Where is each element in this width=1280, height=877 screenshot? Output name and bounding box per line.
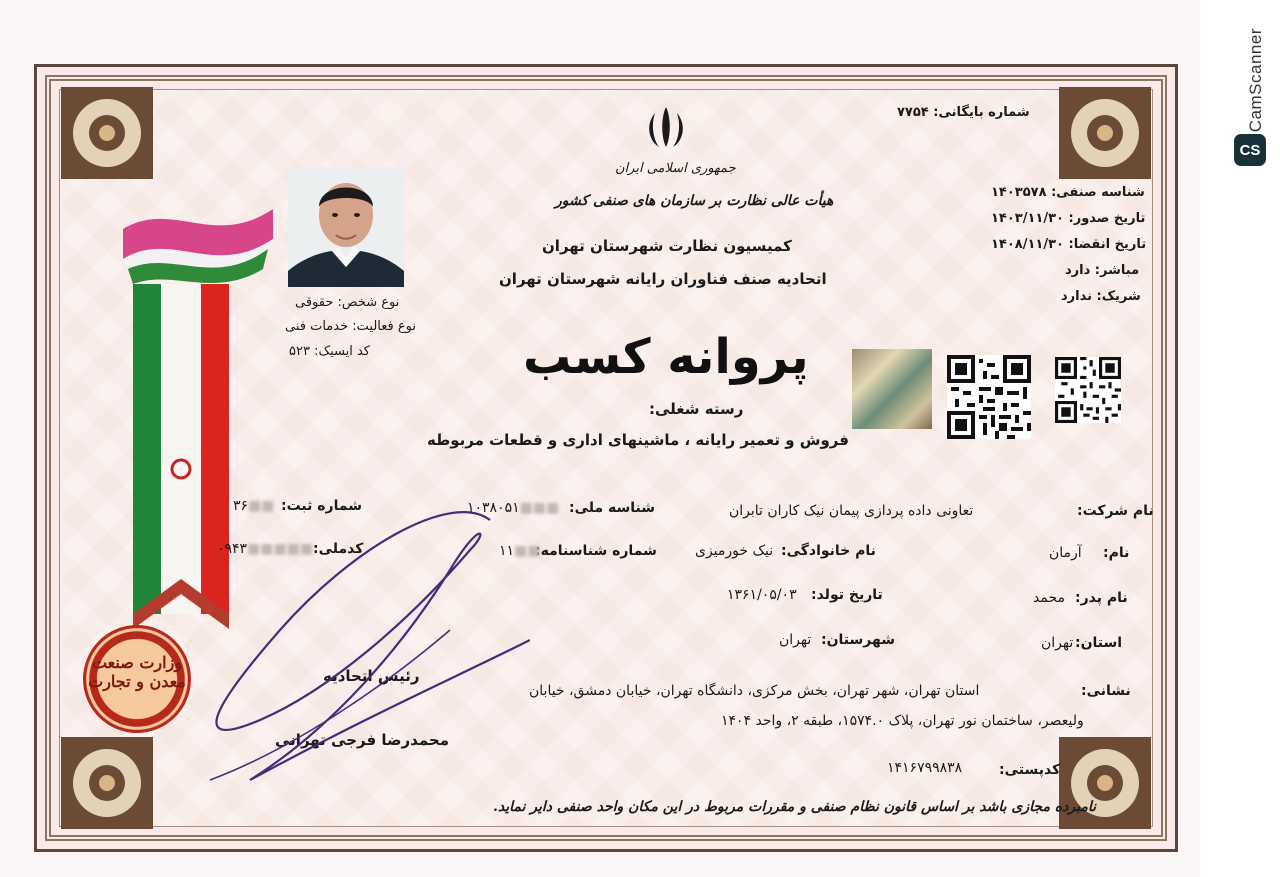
father-name-value: محمد (1033, 590, 1065, 606)
union-label: اتحادیه صنف فناوران رایانه شهرستان تهران (499, 270, 827, 288)
city-label: شهرستان: (821, 632, 896, 648)
activity-type: نوع فعالیت: خدمات فنی (285, 319, 416, 334)
national-id-value: ■■■۱۰۳۸۰۵۱ (467, 500, 560, 516)
city-value: تهران (779, 632, 812, 648)
business-category-value: فروش و تعمیر رایانه ، ماشینهای اداری و قطعات مربوطه (427, 431, 849, 449)
qr-code-icon[interactable] (1055, 357, 1121, 423)
company-label: نام شرکت: (1077, 503, 1154, 519)
father-name-label: نام پدر: (1075, 590, 1128, 606)
signatory-name: محمدرضا فرجی تهرانی (275, 731, 449, 749)
republic-label: جمهوری اسلامی ایران (615, 161, 736, 176)
person-icon (288, 167, 404, 287)
guild-id: شناسه صنفی: ۱۴۰۳۵۷۸ (991, 185, 1145, 200)
license-title: پروانه کسب (523, 329, 809, 385)
corner-ornament-icon (61, 737, 153, 829)
birth-date-label: تاریخ تولد: (811, 587, 883, 603)
expiry-date: تاریخ انقضا: ۱۴۰۸/۱۱/۳۰ (991, 237, 1147, 252)
id-number-label: شماره شناسنامه: (535, 543, 657, 559)
license-certificate (34, 64, 1178, 852)
flag-ribbon-icon (83, 139, 283, 639)
postal-code-label: کدپستی: (999, 762, 1061, 778)
issue-date: تاریخ صدور: ۱۴۰۳/۱۱/۳۰ (991, 211, 1146, 226)
scanner-margin (1200, 0, 1280, 877)
first-name-value: آرمان (1049, 545, 1082, 561)
scanner-brand: CamScanner (1246, 28, 1265, 133)
direct-status: مباشر: دارد (1065, 263, 1140, 278)
iran-emblem-icon (641, 103, 691, 153)
signatory-title: رئیس اتحادیه (323, 667, 420, 685)
business-category-label: رسته شغلی: (649, 400, 744, 418)
province-label: استان: (1075, 635, 1123, 651)
address-line-1: استان تهران، شهر تهران، بخش مرکزی، دانشگاه تهران، خیابان دمشق، خیابان (529, 683, 980, 699)
national-code-label: کدملی: (313, 541, 364, 557)
province-value: تهران (1041, 635, 1074, 651)
ministry-seal: وزارت صنعت معدن و تجارت (83, 625, 191, 733)
postal-code-value: ۱۴۱۶۷۹۹۸۳۸ (887, 760, 963, 776)
corner-ornament-icon (1059, 737, 1151, 829)
national-code-value: ■■■■■۰۹۴۳ (217, 541, 314, 557)
archive-number: شماره بایگانی: ۷۷۵۴ (897, 105, 1030, 120)
address-label: نشانی: (1081, 683, 1131, 699)
national-id-label: شناسه ملی: (569, 500, 656, 516)
footer-note: نامبرده مجازی باشد بر اساس قانون نظام صنفی و مقررات مربوط در این مکان واحد صنفی دایر نماید. (493, 799, 1096, 815)
last-name-value: نیک خورمیزی (695, 543, 774, 559)
registration-label: شماره ثبت: (281, 498, 362, 514)
company-name: تعاونی داده پردازی پیمان نیک کاران تابران (729, 503, 974, 519)
first-name-label: نام: (1103, 545, 1130, 561)
address-line-2: ولیعصر، ساختمان نور تهران، پلاک ۱۵۷۴.۰، طبقه ۲، واحد ۱۴۰۴ (721, 713, 1084, 729)
corner-ornament-icon (1059, 87, 1151, 179)
id-number-value: ■■۱۱ (499, 543, 541, 559)
last-name-label: نام خانوادگی: (781, 543, 876, 559)
isic-code: کد ایسیک: ۵۲۳ (289, 344, 370, 359)
birth-date-value: ۱۳۶۱/۰۵/۰۳ (727, 587, 797, 603)
holder-photo (288, 167, 404, 287)
scanner-logo-icon: CS (1234, 134, 1266, 166)
hologram-icon (852, 349, 932, 429)
person-type: نوع شخص: حقوقی (295, 295, 400, 310)
commission-label: کمیسیون نظارت شهرستان تهران (542, 237, 792, 255)
partner-status: شریک: ندارد (1061, 289, 1141, 304)
registration-value: ■■۳۶ (233, 498, 275, 514)
qr-code-icon[interactable] (947, 355, 1031, 439)
board-label: هیأت عالی نظارت بر سازمان های صنفی کشور (555, 193, 834, 209)
